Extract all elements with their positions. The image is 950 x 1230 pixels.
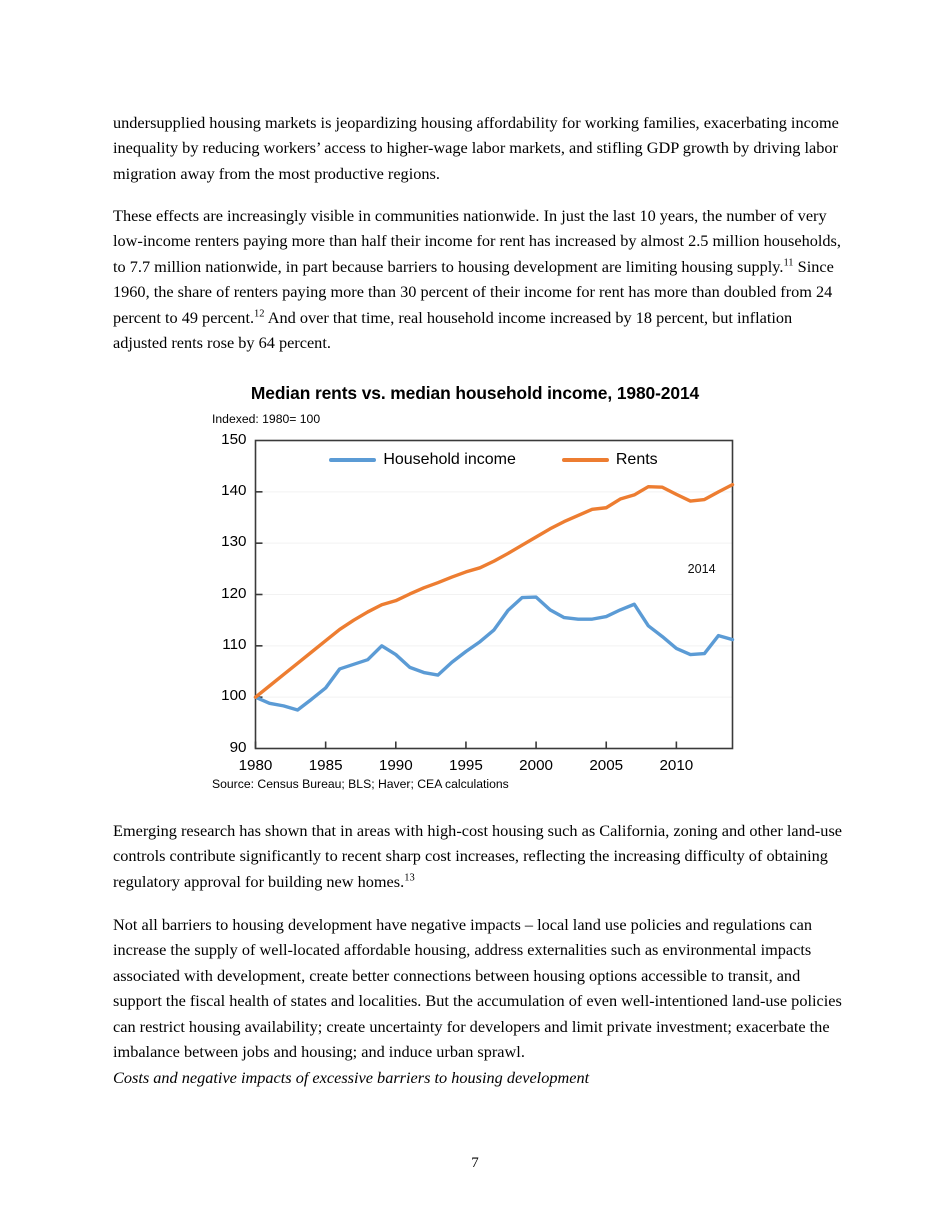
paragraph-4 <box>113 912 849 1064</box>
y-tick-120: 120 <box>221 584 247 602</box>
y-tick-130: 130 <box>221 533 247 551</box>
paragraph-2-text-b: Since 1960, the share of renters paying more than 30 percent of their income for rent has more than doubled from 24 percent to 49 percent. <box>113 256 834 327</box>
paragraph-1 <box>113 110 849 186</box>
x-tick-1990: 1990 <box>378 756 413 774</box>
legend-label-rents: Rents <box>615 451 658 468</box>
x-tick-1985: 1985 <box>308 756 343 774</box>
y-tick-140: 140 <box>221 481 247 499</box>
chart-annotation-2014: 2014 <box>687 562 716 577</box>
series-line-rents <box>256 485 733 698</box>
x-tick-2000: 2000 <box>519 756 553 774</box>
footnote-ref-13: 13 <box>404 872 415 884</box>
page-number: 7 <box>471 1155 479 1171</box>
legend-label-household-income: Household income <box>383 451 516 468</box>
paragraph-4-text: Not all barriers to housing development have negative impacts – local land use policies and regulations can increase the supply of well-located affordable housing, address externalities such as environmental impacts associated with development, create better connections between housing options accessible to transit, and support the fiscal health of states and localities. But the accumulation of even well-intentioned land-use policies can restrict housing availability; create uncertainty for developers and limit private investment; exacerbate the imbalance between jobs and housing; and induce urban sprawl. <box>113 915 842 1062</box>
paragraph-3-text: Emerging research has shown that in areas with high-cost housing such as California, zoning and other land-use controls contribute significantly to recent sharp cost increases, reflecting the increasing difficulty of obtaining regulatory approval for building new homes. <box>113 821 843 891</box>
legend-swatch-household-income <box>329 458 376 462</box>
chart-y-ticks <box>256 492 263 697</box>
series-line-household-income <box>256 597 733 710</box>
legend-item-household-income <box>329 451 516 469</box>
footnote-ref-11: 11 <box>783 257 794 269</box>
section-heading: Costs and negative impacts of excessive barriers to housing development <box>113 1068 590 1087</box>
x-tick-1995: 1995 <box>449 756 483 774</box>
y-tick-100: 100 <box>221 687 247 705</box>
paragraph-3 <box>113 818 849 894</box>
x-tick-2005: 2005 <box>589 756 624 774</box>
figure-title: Median rents vs. median household income, 1980-2014 <box>250 383 700 403</box>
footnote-ref-12: 12 <box>254 308 265 320</box>
figure-median-rents-vs-income <box>0 383 950 798</box>
y-tick-90: 90 <box>229 738 247 756</box>
chart-x-ticks <box>256 742 677 749</box>
paragraph-2-text-c: And over that time, real household income increased by 18 percent, but inflation adjusted rents rose by 64 percent. <box>113 307 793 353</box>
paragraph-1-text: undersupplied housing markets is jeopardizing housing affordability for working families, exacerbating income inequality by reducing workers’ access to higher-wage labor markets, and stifling GDP growth by driving labor migration away from the most productive regions. <box>113 113 839 183</box>
paragraph-2 <box>113 203 849 355</box>
y-tick-150: 150 <box>221 430 247 448</box>
x-tick-2010: 2010 <box>659 756 694 774</box>
legend-item-rents <box>562 451 658 469</box>
chart-gridlines <box>256 492 733 697</box>
paragraph-2-text-a: These effects are increasingly visible in communities nationwide. In just the last 10 years, the number of very low-income renters paying more than half their income for rent has increased by almost 2.5 million households, to 7.7 million nationwide, in part because barriers to housing development are limiting housing supply. <box>113 206 841 276</box>
legend-swatch-rents <box>562 458 609 462</box>
y-tick-110: 110 <box>222 635 247 653</box>
figure-subtitle: Indexed: 1980= 100 <box>212 412 321 426</box>
chart-series <box>256 485 733 710</box>
line-chart-svg <box>0 383 950 798</box>
x-tick-1980: 1980 <box>238 756 273 774</box>
chart-plot-area <box>0 383 950 798</box>
figure-source-note: Source: Census Bureau; BLS; Haver; CEA calculations <box>212 777 509 791</box>
chart-legend <box>255 451 732 469</box>
